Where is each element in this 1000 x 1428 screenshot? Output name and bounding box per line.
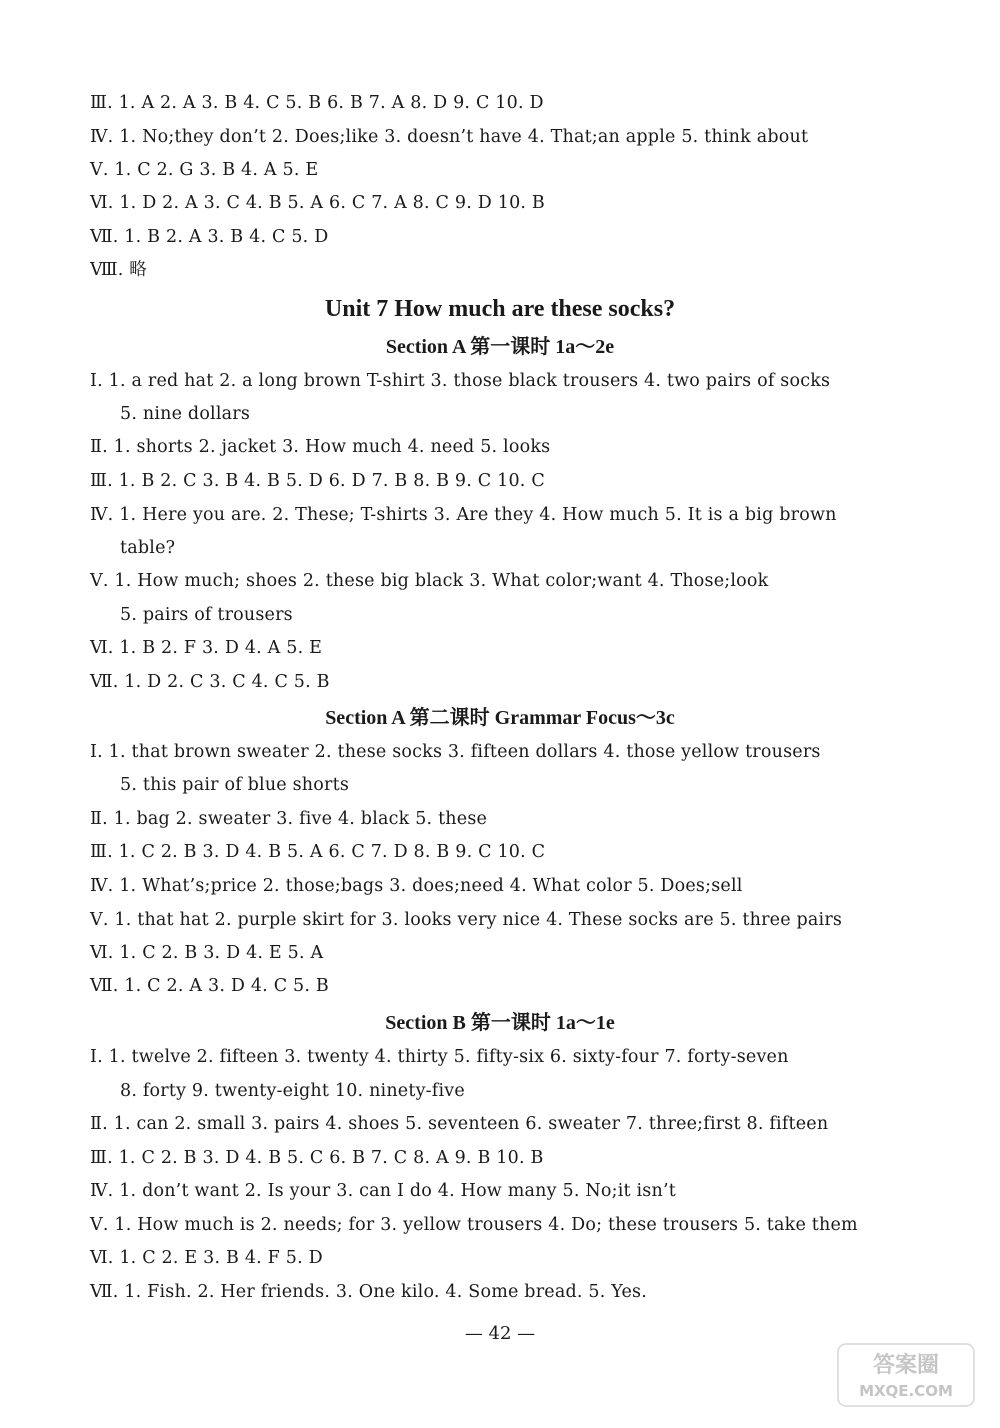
unit-title: Unit 7 How much are these socks? [324,296,676,322]
answer-line: Ⅳ. 1. What’s;price 2. those;bags 3. does;need 4. What color 5. Does;sell [90,876,743,896]
answer-line: Ⅴ. 1. C 2. G 3. B 4. A 5. E [90,160,319,180]
answer-line: Ⅵ. 1. D 2. A 3. C 4. B 5. A 6. C 7. A 8. C 9. D 10. B [90,193,545,213]
answer-line: Ⅵ. 1. B 2. F 3. D 4. A 5. E [90,638,323,658]
answer-line: Ⅵ. 1. C 2. B 3. D 4. E 5. A [90,943,324,963]
section-title: Section B 第一课时 1a～1e [385,1012,615,1034]
svg-text:答案圈: 答案圈 [872,1353,940,1378]
answer-line: Ⅶ. 1. C 2. A 3. D 4. C 5. B [90,976,329,996]
answer-line: Ⅶ. 1. B 2. A 3. B 4. C 5. D [90,227,329,247]
svg-text:MXQE.COM: MXQE.COM [859,1382,953,1400]
answer-line: Ⅶ. 1. Fish. 2. Her friends. 3. One kilo. 4. Some bread. 5. Yes. [90,1282,647,1302]
answer-line: Ⅲ. 1. A 2. A 3. B 4. C 5. B 6. B 7. A 8. D 9. C 10. D [90,93,544,113]
section-title: Section A 第二课时 Grammar Focus～3c [325,707,675,729]
answer-line: Ⅳ. 1. don’t want 2. Is your 3. can I do 4. How many 5. No;it isn’t [90,1181,676,1201]
answer-line: 5. nine dollars [120,404,251,424]
answer-line: Ⅴ. 1. that hat 2. purple skirt for 3. looks very nice 4. These socks are 5. three pairs [90,910,843,930]
answer-line: Ⅳ. 1. No;they don’t 2. Does;like 3. doesn’t have 4. That;an apple 5. think about [90,127,809,147]
section-title: Section A 第一课时 1a～2e [385,336,615,358]
answer-line: Ⅳ. 1. Here you are. 2. These; T-shirts 3. Are they 4. How much 5. It is a big brown [90,505,837,525]
answer-line: Ⅶ. 1. D 2. C 3. C 4. C 5. B [90,672,330,692]
answer-line: Ⅱ. 1. can 2. small 3. pairs 4. shoes 5. seventeen 6. sweater 7. three;first 8. fifteen [90,1114,829,1134]
answer-line: Ⅱ. 1. shorts 2. jacket 3. How much 4. need 5. looks [90,437,551,457]
answer-line: Ⅷ. 略 [90,260,147,280]
answer-line: Ⅲ. 1. C 2. B 3. D 4. B 5. C 6. B 7. C 8. A 9. B 10. B [90,1148,544,1168]
watermark-logo [836,1340,976,1410]
answer-line: Ⅲ. 1. C 2. B 3. D 4. B 5. A 6. C 7. D 8. B 9. C 10. C [90,842,546,862]
answer-line: 8. forty 9. twenty-eight 10. ninety-five [120,1081,465,1101]
answer-line: Ⅰ. 1. a red hat 2. a long brown T-shirt 3. those black trousers 4. two pairs of socks [90,371,831,391]
answer-line: Ⅴ. 1. How much is 2. needs; for 3. yellow trousers 4. Do; these trousers 5. take them [90,1215,858,1235]
answer-line: Ⅲ. 1. B 2. C 3. B 4. B 5. D 6. D 7. B 8. B 9. C 10. C [90,471,545,491]
answer-line: Ⅰ. 1. that brown sweater 2. these socks 3. fifteen dollars 4. those yellow trousers [90,742,821,762]
page-number: — 42 — [464,1323,536,1344]
answer-line: Ⅱ. 1. bag 2. sweater 3. five 4. black 5. these [90,809,488,829]
answer-line: 5. pairs of trousers [120,605,293,625]
answer-line: Ⅰ. 1. twelve 2. fifteen 3. twenty 4. thirty 5. fifty-six 6. sixty-four 7. forty-seven [90,1047,789,1067]
answer-line: table? [120,538,176,558]
answer-line: 5. this pair of blue shorts [120,775,349,795]
answer-line: Ⅴ. 1. How much; shoes 2. these big black 3. What color;want 4. Those;look [90,571,769,591]
answer-line: Ⅵ. 1. C 2. E 3. B 4. F 5. D [90,1248,323,1268]
